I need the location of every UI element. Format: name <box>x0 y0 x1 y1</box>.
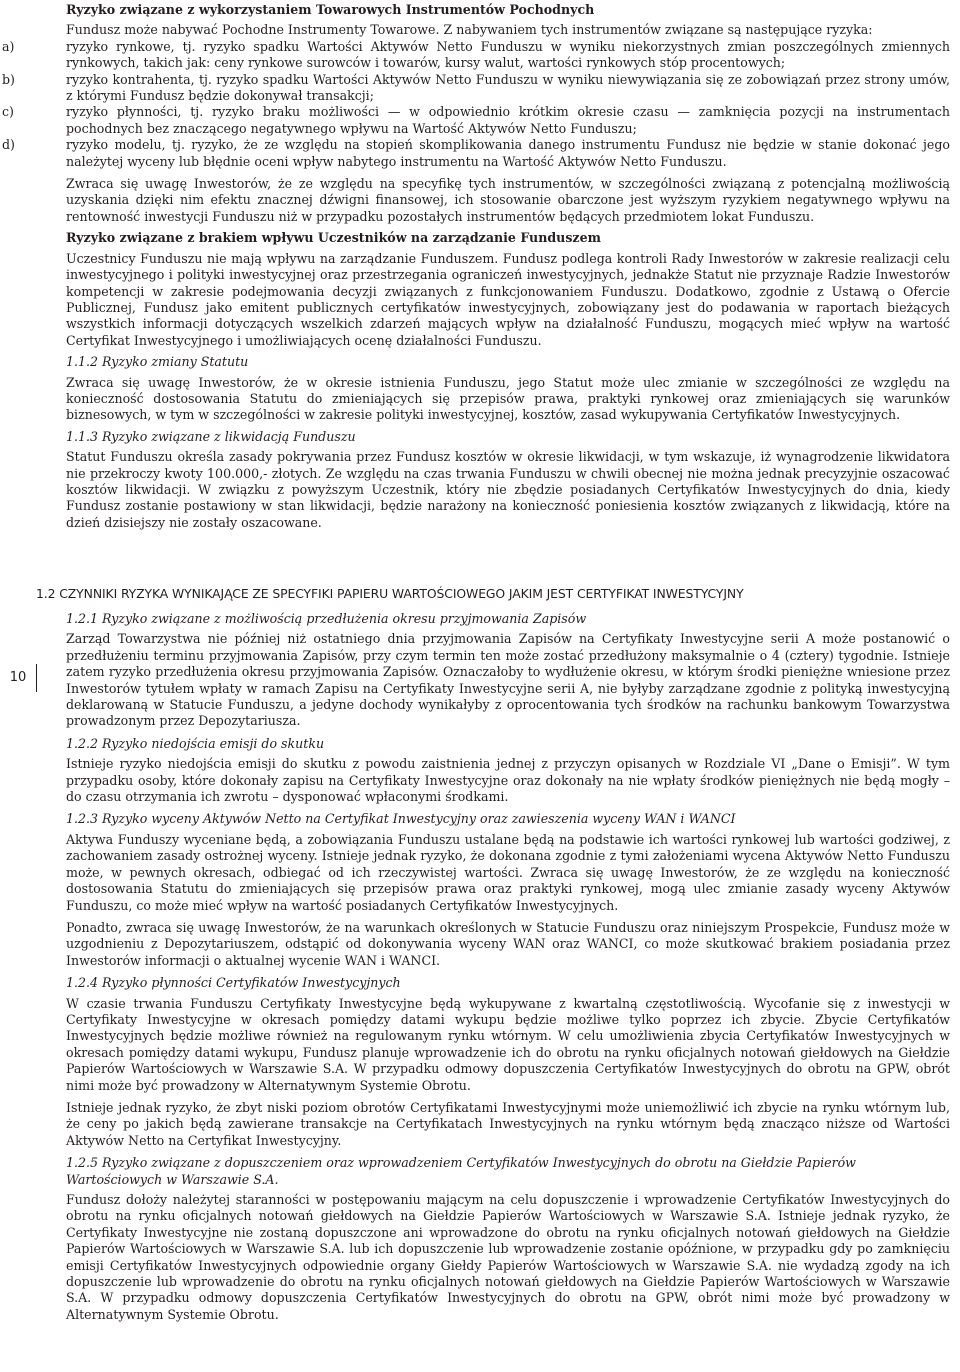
liquidity-risk-text-1: W czasie trwania Funduszu Certyfikaty Inwestycyjne będą wykupywane z kwartalną częstotliwością. Wycofanie się z inwestycji w Certyfikaty Inwestycyjne w okresach pomiędzy datami wykupu będzie możliwe tylko poprzez ich zbycie. Zbycie Certyfikatów Inwestycyjnych będzie możliwe również na regulowanym rynku wtórnym. W celu umożliwienia zbycia Certyfikatów Inwestycyjnych w okresach pomiędzy datami wykupu, Fundusz planuje wprowadzenie ich do obrotu na rynku oficjalnych notowań giełdowych na Giełdzie Papierów Wartościowych w Warszawie S.A. W przypadku odmowy dopuszczenia Certyfikatów Inwestycyjnych do obrotu na GPW, obrót nimi może być prowadzony w Alternatywnym Systemie Obrotu. <box>66 995 950 1093</box>
derivatives-note: Zwraca się uwagę Inwestorów, że ze względu na specyfikę tych instrumentów, w szczególności związaną z potencjalną możliwością uzyskania dzięki nim efektu znacznej dźwigni finansowej, ich stosowanie obarczone jest wyższym ryzykiem negatywnego wpływu na rentowność inwestycji Funduszu niż w przypadku pozostałych instrumentów będących przedmiotem lokat Funduszu. <box>66 176 950 224</box>
list-text: ryzyko modelu, tj. ryzyko, że ze względu na stopień skomplikowania danego instrumentu Fundusz nie będzie w stanie dokonać jego należytej wyceny lub błędnie oceni wpływ nabytego instrumentu na Wartość Aktywów Netto Funduszu. <box>66 137 950 169</box>
heading-issue-failure: 1.2.2 Ryzyko niedojścia emisji do skutku <box>66 735 325 751</box>
list-marker: a) <box>2 38 15 54</box>
list-text: ryzyko kontrahenta, tj. ryzyko spadku Wartości Aktywów Netto Funduszu w wyniku niewywiązania się ze zobowiązań przez strony umów, z którymi Fundusz będzie dokonywał transakcji; <box>66 71 950 104</box>
liquidation-text: Statut Funduszu określa zasady pokrywania przez Fundusz kosztów w okresie likwidacji, w tym wskazuje, iż wynagrodzenie likwidatora nie przekroczy kwoty 100.000,- złotych. Ze względu na czas trwania Funduszu w chwili obecnej nie można jednak precyzyjnie oszacować kosztów likwidacji. W związku z powyższym Uczestnik, który nie zbędzie posiadanych Certyfikatów Inwestycyjnych do dnia, kiedy Fundusz zostanie postawiony w stan likwidacji, będzie narażony na konieczność poniesienia kosztów związanych z likwidacją, które na dzień dzisiejszy nie zostały oszacowane. <box>66 449 950 530</box>
lower-content <box>66 611 950 1329</box>
heading-subscription-extension: 1.2.1 Ryzyko związane z możliwością przedłużenia okresu przyjmowania Zapisów <box>66 611 587 626</box>
list-marker: c) <box>2 104 14 120</box>
exchange-admission-text: Fundusz dołoży należytej staranności w postępowaniu mającym na celu dopuszczenie i wprowadzenie Certyfikatów Inwestycyjnych do obrotu na rynku oficjalnych notowań giełdowych na Giełdzie Papierów Wartościowych w Warszawie S.A. Istnieje jednak ryzyko, że Certyfikaty Inwestycyjne nie zostaną dopuszczone ani wprowadzone do obrotu na rynku oficjalnych notowań giełdowych na Giełdzie Papierów Wartościowych w Warszawie S.A. lub ich dopuszczenie lub wprowadzenie zostanie opóźnione, w przypadku gdy po zamknięciu emisji Certyfikatów Inwestycyjnych odpowiednie organy Giełdy Papierów Wartościowych w Warszawie S.A. nie wydadzą zgody na ich dopuszczenie lub wprowadzenie do obrotu na rynku oficjalnych notowań giełdowych na Giełdzie Papierów Wartościowych w Warszawie S.A. W przypadku odmowy dopuszczenia Certyfikatów Inwestycyjnych do obrotu na GPW, obrót nimi może być prowadzony w Alternatywnym Systemie Obrotu. <box>66 1192 950 1322</box>
heading-exchange-admission: 1.2.5 Ryzyko związane z dopuszczeniem oraz wprowadzeniem Certyfikatów Inwestycyjnych do obrotu na Giełdzie Papierów Wartościowych w Warszawie S.A. <box>66 1155 856 1187</box>
participants-influence-text: Uczestnicy Funduszu nie mają wpływu na zarządzanie Funduszem. Fundusz podlega kontroli Rady Inwestorów w zakresie realizacji celu inwestycyjnego i polityki inwestycyjnej oraz przestrzegania ograniczeń inwestycyjnych, jednakże Statut nie przyznaje Radzie Inwestorów kompetencji w zakresie podejmowania decyzji związanych z funkcjonowaniem Funduszu. Dodatkowo, zgodnie z Ustawą o Ofercie Publicznej, Fundusz jako emitent publicznych certyfikatów inwestycyjnych, zobowiązany jest do podawania w raportach bieżących wszystkich informacji dotyczących wszelkich zdarzeń mających wpływ na działalność Funduszu, mogących mieć wpływ na wartość Certyfikat Inwestycyjnego i umożliwiających ocenę działalności Funduszu. <box>66 250 950 348</box>
derivatives-intro: Fundusz może nabywać Pochodne Instrumenty Towarowe. Z nabywaniem tych instrumentów związane są następujące ryzyka: <box>66 22 873 38</box>
list-item <box>0 137 950 170</box>
issue-failure-text: Istnieje ryzyko niedojścia emisji do skutku z powodu zaistnienia jednej z przyczyn opisanych w Rozdziale VI „Dane o Emisji”. W tym przypadku osoby, które dokonały zapisu na Certyfikaty Inwestycyjne oraz dokonały na nie wpłaty środków pieniężnych nie będą mogły – do czasu otrzymania ich zwrotu – dysponować wpłaconymi środkami. <box>66 756 950 805</box>
list-text: ryzyko rynkowe, tj. ryzyko spadku Wartości Aktywów Netto Funduszu w wyniku niekorzystnych zmian poszczególnych zmiennych rynkowych, takich jak: ceny rynkowe surowców i towarów, kursy walut, wartości rynkowych stóp procentowych; <box>66 38 950 71</box>
list-marker: d) <box>2 137 15 153</box>
risk-list <box>0 39 950 170</box>
list-item <box>0 39 950 72</box>
valuation-risk-text-2: Ponadto, zwraca się uwagę Inwestorów, że na warunkach określonych w Statucie Funduszu oraz niniejszym Prospekcie, Fundusz może w uzgodnieniu z Depozytariuszem, odstąpić od dokonywania wyceny WAN oraz WANCI, co może skutkować brakiem posiadania przez Inwestorów informacji o aktualnej wycenie WAN i WANCI. <box>66 919 950 968</box>
heading-participants-influence: Ryzyko związane z brakiem wpływu Uczestników na zarządzanie Funduszem <box>66 230 601 246</box>
heading-statute-change: 1.1.2 Ryzyko zmiany Statutu <box>66 354 249 370</box>
liquidity-risk-text-2: Istnieje jednak ryzyko, że zbyt niski poziom obrotów Certyfikatami Inwestycyjnymi może uniemożliwić ich zbycie na rynku wtórnym lub, że ceny po jakich będą zawierane transakcje na Certyfikatach Inwestycyjnych na rynku wtórnym będą znacząco niższe od Wartości Aktywów Netto na Certyfikat Inwestycyjny. <box>66 1099 950 1148</box>
statute-change-text: Zwraca się uwagę Inwestorów, że w okresie istnienia Funduszu, jego Statut może ulec zmianie w szczególności ze względu na konieczność dostosowania Statutu do zmieniających się przepisów prawa, praktyki rynkowej oraz zmieniających się warunków biznesowych, w tym w szczególności w zakresie polityki inwestycyjnej, kosztów, zasad wykupywania Certyfikatów Inwestycyjnych. <box>66 374 950 423</box>
heading-valuation-risk: 1.2.3 Ryzyko wyceny Aktywów Netto na Certyfikat Inwestycyjny oraz zawieszenia wyceny WAN i WANCI <box>66 811 736 827</box>
list-marker: b) <box>2 71 15 87</box>
upper-content <box>2 2 950 536</box>
valuation-risk-text-1: Aktywa Funduszy wyceniane będą, a zobowiązania Funduszu ustalane będą na podstawie ich wartości rynkowej lub wartości godziwej, z zachowaniem zasady ostrożnej wyceny. Istnieje jednak ryzyko, że dokonana zgodnie z tymi założeniami wycena Aktywów Netto Funduszu może, w pewnych okresach, odbiegać od ich rzeczywistej wartości. Zwraca się uwagę Inwestorów, że ze względu na konieczność dostosowania Statutu do zmieniających się przepisów prawa oraz praktyki rynkowej, mogą ulec zmianie zasady wyceny Aktywów Funduszu, co może mieć wpływ na wartość posiadanych Certyfikatów Inwestycyjnych. <box>66 831 950 913</box>
heading-derivatives-risk: Ryzyko związane z wykorzystaniem Towarowych Instrumentów Pochodnych <box>66 2 595 17</box>
page-number: 10 <box>0 664 37 692</box>
subscription-extension-text: Zarząd Towarzystwa nie później niż ostatniego dnia przyjmowania Zapisów na Certyfikaty Inwestycyjne serii A może postanowić o przedłużeniu terminu przyjmowania Zapisów, przy czym termin ten może zostać przedłużony maksymalnie o 4 (cztery) tygodnie. Istnieje zatem ryzyko przedłużenia okresu przyjmowania Zapisów. Oznaczałoby to wydłużenie okresu, w którym środki pieniężne wniesione przez Inwestorów tytułem wpłaty w ramach Zapisu na Certyfikaty Inwestycyjne serii A, nie byłyby zarządzane zgodnie z polityką inwestycyjną deklarowaną w Statucie Funduszu, a jedyne dochody wynikałyby z oprocentowania tych środków na rachunku bankowym Towarzystwa prowadzonym przez Depozytariusza. <box>66 631 950 729</box>
list-text: ryzyko płynności, tj. ryzyko braku możliwości — w odpowiednio krótkim okresie czasu — zamknięcia pozycji na instrumentach pochodnych bez znaczącego negatywnego wpływu na Wartość Aktywów Netto Funduszu; <box>66 104 950 136</box>
section-title: 1.2 CZYNNIKI RYZYKA WYNIKAJĄCE ZE SPECYFIKI PAPIERU WARTOŚCIOWEGO JAKIM JEST CERTYFIKAT INWESTYCYJNY <box>36 586 744 601</box>
list-item <box>0 72 950 105</box>
heading-liquidity-risk: 1.2.4 Ryzyko płynności Certyfikatów Inwestycyjnych <box>66 975 401 991</box>
list-item <box>0 104 950 137</box>
heading-liquidation: 1.1.3 Ryzyko związane z likwidacją Funduszu <box>66 428 356 444</box>
